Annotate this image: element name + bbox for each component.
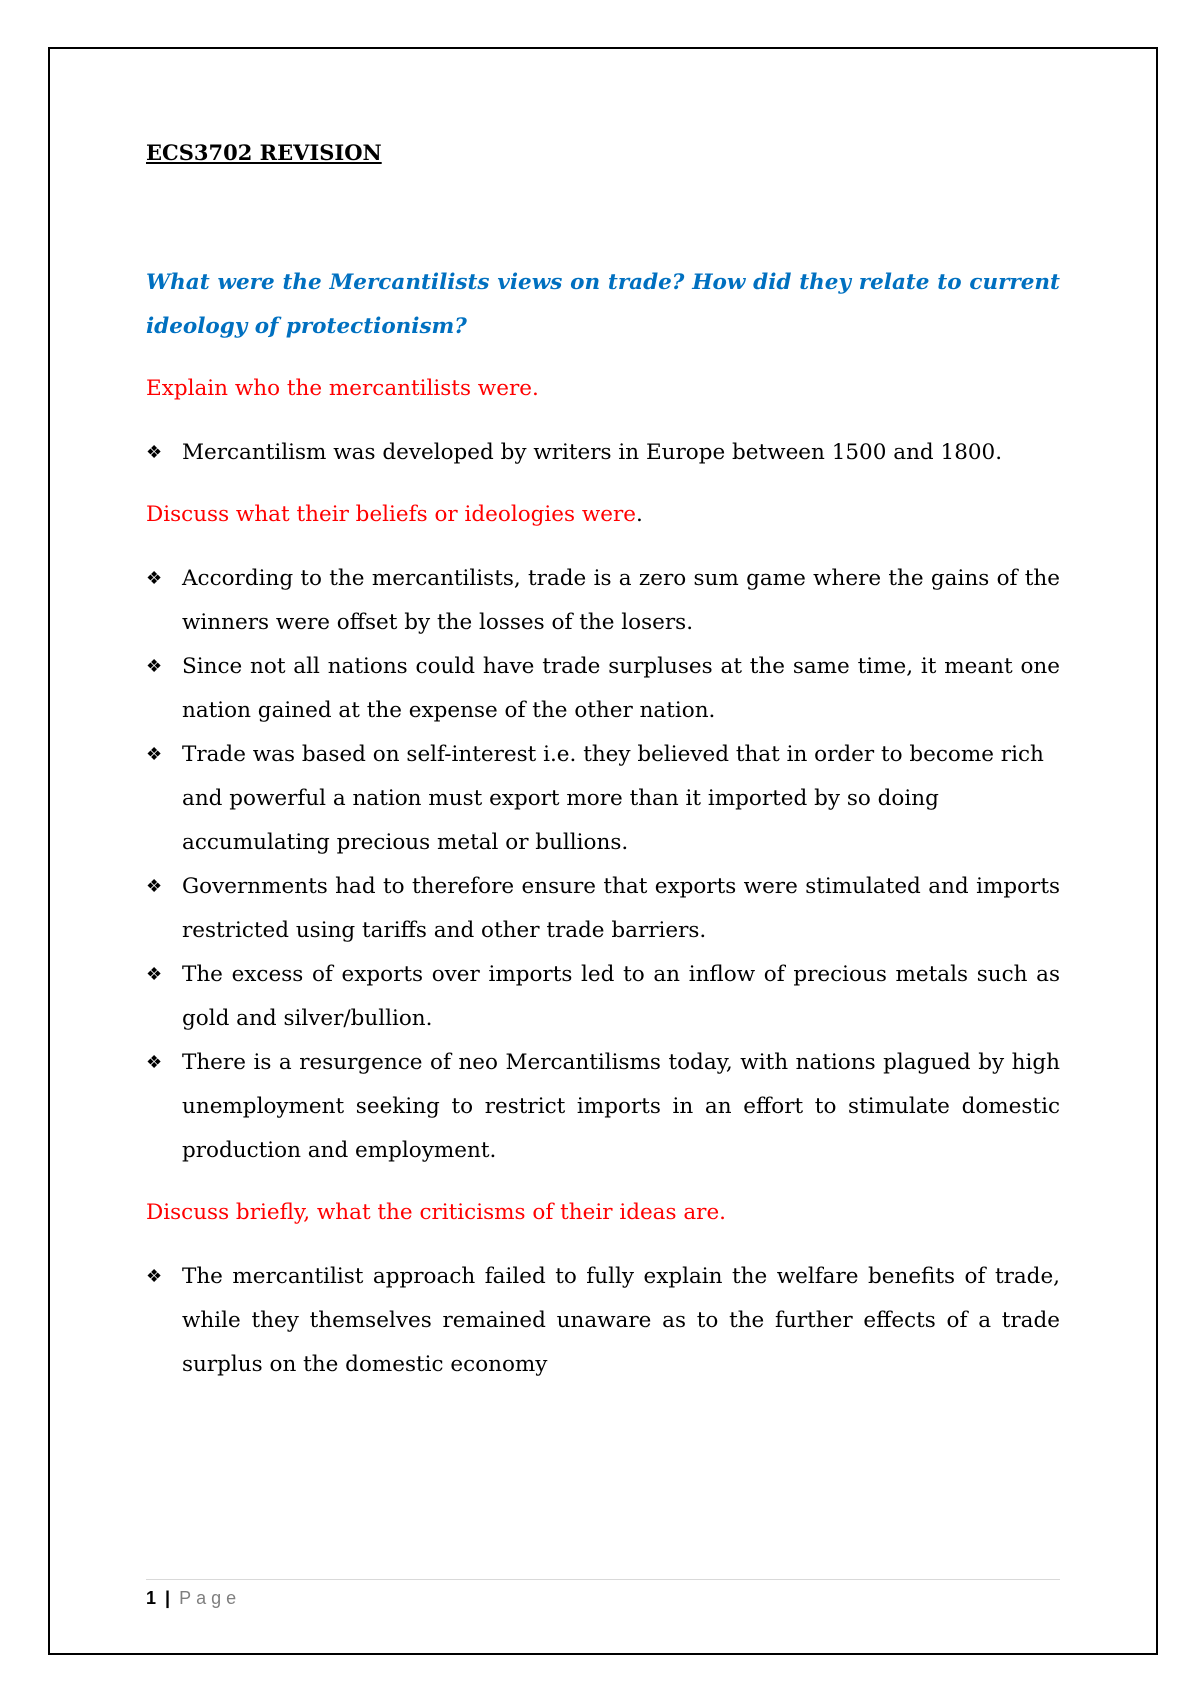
bullet-text: The mercantilist approach failed to fully explain the welfare benefits of trade, while they themselves remained unaware as to the further effects of a trade surplus on the domestic economy bbox=[182, 1264, 1060, 1378]
bullet-text: Mercantilism was developed by writers in Europe between 1500 and 1800. bbox=[182, 440, 1003, 466]
list-item bbox=[146, 733, 1060, 865]
bullet-list-beliefs bbox=[146, 557, 1060, 1173]
diamond-bullet-icon: ❖ bbox=[146, 1266, 163, 1288]
list-item bbox=[146, 1041, 1060, 1173]
page-footer bbox=[146, 1586, 241, 1610]
footer-separator: | bbox=[165, 1588, 171, 1608]
list-item bbox=[146, 557, 1060, 645]
list-item bbox=[146, 1255, 1060, 1387]
diamond-bullet-icon: ❖ bbox=[146, 876, 163, 898]
list-item bbox=[146, 953, 1060, 1041]
document-body bbox=[146, 140, 1060, 1387]
bullet-text: Since not all nations could have trade surpluses at the same time, it meant one nation gained at the expense of the other nation. bbox=[182, 654, 1060, 724]
section-heading-beliefs bbox=[146, 493, 1060, 537]
diamond-bullet-icon: ❖ bbox=[146, 568, 163, 590]
page-label: Page bbox=[179, 1588, 242, 1608]
list-item bbox=[146, 865, 1060, 953]
diamond-bullet-icon: ❖ bbox=[146, 442, 163, 464]
diamond-bullet-icon: ❖ bbox=[146, 964, 163, 986]
bullet-text: Trade was based on self-interest i.e. they believed that in order to become rich and powerful a nation must export more than it imported by so doing accumulating precious metal or bullions. bbox=[182, 742, 1044, 856]
section-heading-beliefs-period: . bbox=[636, 502, 643, 528]
document-title: ECS3702 REVISION bbox=[146, 140, 382, 165]
diamond-bullet-icon: ❖ bbox=[146, 1052, 163, 1074]
bullet-text: According to the mercantilists, trade is a zero sum game where the gains of the winners were offset by the losses of the losers. bbox=[182, 566, 1060, 636]
bullet-text: There is a resurgence of neo Mercantilisms today, with nations plagued by high unemployment seeking to restrict imports in an effort to stimulate domestic production and employment. bbox=[182, 1050, 1060, 1164]
diamond-bullet-icon: ❖ bbox=[146, 744, 163, 766]
list-item bbox=[146, 431, 1060, 475]
bullet-text: The excess of exports over imports led to an inflow of precious metals such as gold and silver/bullion. bbox=[182, 962, 1060, 1032]
bullet-text: Governments had to therefore ensure that exports were stimulated and imports restricted using tariffs and other trade barriers. bbox=[182, 874, 1060, 944]
section-heading-who: Explain who the mercantilists were. bbox=[146, 376, 539, 402]
list-item bbox=[146, 645, 1060, 733]
bullet-list-criticisms bbox=[146, 1255, 1060, 1387]
footer-divider bbox=[146, 1579, 1060, 1580]
question-heading: What were the Mercantilists views on trade? How did they relate to current ideology of protectionism? bbox=[146, 270, 1060, 340]
section-heading-criticisms: Discuss briefly, what the criticisms of their ideas are. bbox=[146, 1200, 727, 1226]
page-number: 1 bbox=[146, 1588, 157, 1608]
diamond-bullet-icon: ❖ bbox=[146, 656, 163, 678]
section-heading-beliefs-text: Discuss what their beliefs or ideologies were bbox=[146, 502, 637, 528]
bullet-list-who bbox=[146, 431, 1060, 475]
